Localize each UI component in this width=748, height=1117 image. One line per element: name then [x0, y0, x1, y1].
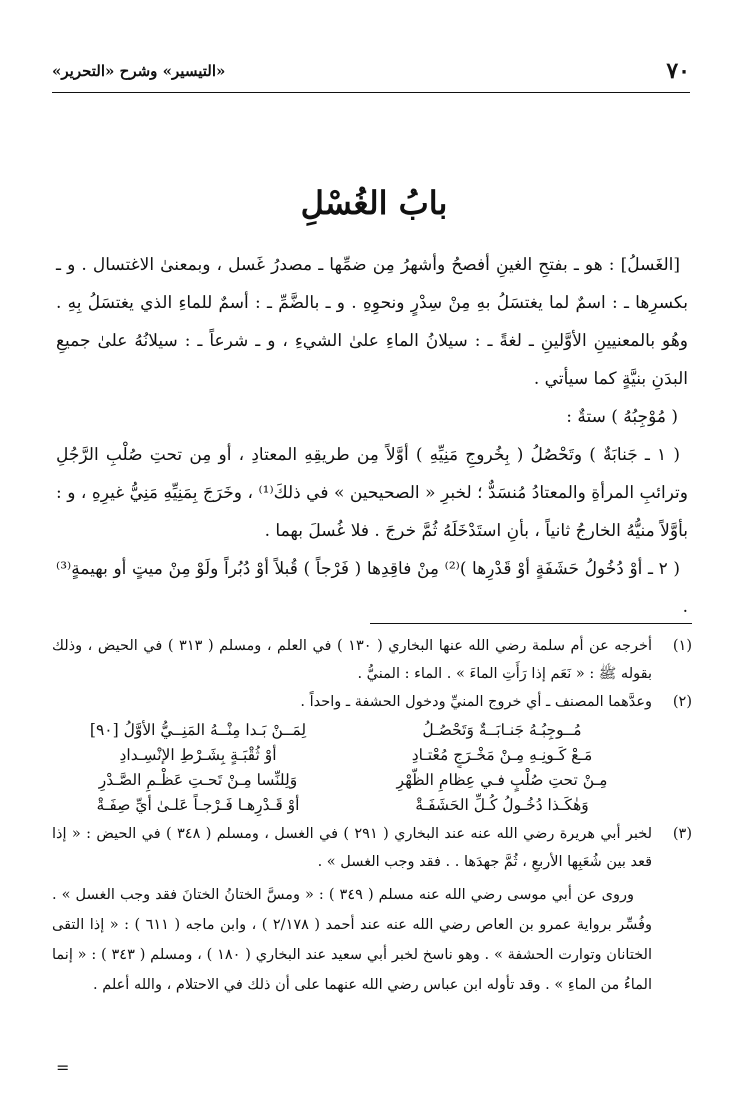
- poem-verse: [52, 768, 648, 793]
- poem-verse: [52, 743, 648, 768]
- verse-second-hemistich: وَلِلنِّسا مِـنْ تَحـتِ عَظْـمِ الصَّـدْرِ: [98, 771, 298, 789]
- footnote-number: (١): [672, 638, 692, 654]
- header-rule: [52, 92, 690, 93]
- page-number: ٧٠: [666, 58, 690, 84]
- definition-paragraph: [الغَسلُ] : هو ـ بفتحِ الغينِ أفصحُ وأشهرُ مِن ضمِّها ـ مصدرُ غَسل ، وبمعنىٰ الاغتسال . و ـ بكسرِها ـ : اسمٌ لما يغتسَلُ بهِ مِنْ سِدْرٍ ونحوِهِ . و ـ بالضَّمِّ ـ : أسمٌ للماءِ الذي يغتسَلُ بِهِ . وهُو بالمعنيينِ الأوَّلينِ ـ لغةً ـ : سيلانُ الماءِ علىٰ الشيءِ ، و ـ شرعاً ـ : سيلانُهُ علىٰ جميعِ البدَنِ بنيَّةٍ كما سيأتي .: [56, 255, 688, 389]
- footnote-3: [52, 820, 692, 876]
- poem-verse: [52, 793, 648, 818]
- footnote-text: أخرجه عن أم سلمة رضي الله عنها البخاري ( ١٣٠ ) في العلم ، ومسلم ( ٣١٣ ) في الحيض ، وذلك بقوله ﷺ : « نَعَم إذا رَأَتِ الماءَ » . الماء : المنيُّ .: [52, 638, 652, 682]
- janaba-paragraph: ( ١ ـ جَنابَةٌ ) وتَحْصُلُ ( بِخُروجِ مَنِيِّهِ ) أوَّلاً مِن طريقِهِ المعتادِ ، أو مِن تحتِ صُلْبِ الرَّجُلِ وترائبِ المرأةِ والمعتادُ مُنسَدٌّ ؛ لخبرِ « الصحيحين » في ذلكَ⁽¹⁾ ، وخَرَجَ بِمَنِيِّهِ مَنِيُّ غيرِهِ ، و : بأوَّلاً منيُّهُ الخارجُ ثانياً ، بأنِ استَدْخَلَهُ ثُمَّ خرجَ . فلا غُسلَ بهما .: [56, 445, 688, 541]
- footnote-text: وعدَّهما المصنف ـ أي خروج المنيِّ ودخول الحشفة ـ واحداً .: [300, 694, 652, 710]
- footnote-number: (٢): [672, 694, 692, 710]
- footnote-text: لخبر أبي هريرة رضي الله عنه عند البخاري ( ٢٩١ ) في الغسل ، ومسلم ( ٣٤٨ ) في الحيض : « إذا قعد بين شُعَبِها الأربعِ ، ثُمَّ جهدَها . . فقد وجب الغسل » .: [52, 826, 652, 870]
- footnote-2: [52, 688, 692, 716]
- verse-first-hemistich: مُــوجِبُـهُ جَنـابَــةٌ وَتَحْصُـلُ: [422, 721, 582, 739]
- running-title: «التيسير» وشرح «التحرير»: [52, 62, 226, 80]
- hashafa-paragraph: ( ٢ ـ أوْ دُخُولُ حَشَفَةٍ أوْ قَدْرِها )⁽²⁾ مِنْ فاقِدِها ( فَرْجاً ) قُبلاً أوْ دُبُراً ولَوْ مِنْ ميتٍ أو بهيمةٍ⁽³⁾ .: [56, 559, 688, 617]
- verse-first-hemistich: وَهٰكَـذا دُخُـولُ كُـلِّ الحَشَفَـةْ: [415, 796, 589, 814]
- verse-second-hemistich: لِمَــنْ بَـدا مِنْــهُ المَنِــيُّ الأوَّلُ [٩٠]: [89, 721, 307, 739]
- poem-verse: [52, 718, 648, 743]
- footnote-1: [52, 632, 692, 688]
- footnote-3-continuation: وروى عن أبي موسى رضي الله عنه مسلم ( ٣٤٩ ) : « ومسَّ الختانُ الختانَ فقد وجب الغسل » . وفُسِّر برواية عمرو بن العاص رضي الله عنه عند أحمد ( ٢/١٧٨ ) ، وابن ماجه ( ٦١١ ) : « إذا التقى الختانان وتوارت الحشفة » . وهو ناسخ لخبر أبي سعيد عند البخاري ( ١٨٠ ) ، ومسلم ( ٣٤٣ ) : « إنما الماءُ من الماءِ » . وقد تأوله ابن عباس رضي الله عنهما على أن ذلك في الاحتلام ، والله أعلم .: [52, 887, 652, 993]
- poem: [52, 718, 648, 818]
- verse-first-hemistich: مِـنْ تحتِ صُلْبٍ فـي عِظامِ الظَّهْرِ: [396, 771, 608, 789]
- main-text: [56, 246, 688, 626]
- chapter-title: بابُ الغُسْلِ: [300, 184, 448, 222]
- verse-second-hemistich: أوْ قَـدْرِهـا فَـرْجـاً عَلـىٰ أيِّ صِفَـةْ: [96, 796, 300, 814]
- continuation-mark: =: [56, 1058, 70, 1077]
- verse-first-hemistich: مَـعْ كَـونِـهِ مِـنْ مَخْـرَجٍ مُعْتـادِ: [411, 746, 593, 764]
- verse-second-hemistich: أوْ ثُقْبَـةٍ بِشَـرْطِ الإنْسِـدادِ: [119, 746, 277, 764]
- footnote-rule: [370, 623, 692, 624]
- footnotes: [52, 632, 692, 1000]
- footnote-number: (٣): [672, 826, 692, 842]
- page-header: [52, 52, 690, 92]
- section-heading-paragraph: ( مُوْجِبُهُ ) ستةٌ :: [566, 407, 678, 427]
